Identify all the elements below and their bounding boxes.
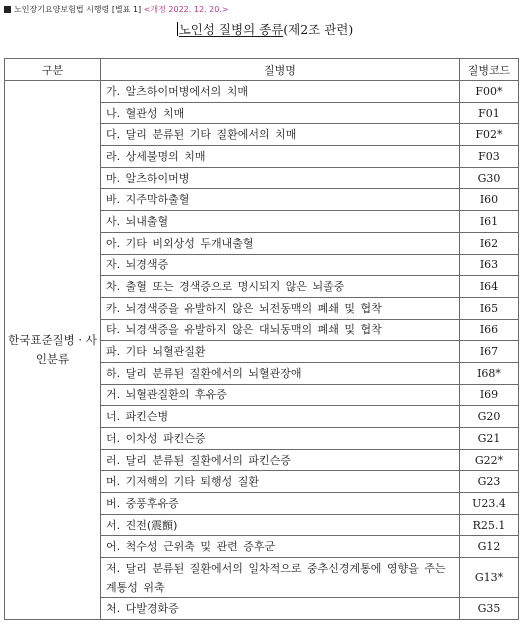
disease-name-cell: 마. 알츠하이머병 [101, 167, 460, 189]
disease-name-cell: 어. 척수성 근위축 및 관련 증후군 [101, 536, 460, 558]
disease-code-cell: F00* [460, 81, 519, 103]
disease-name-cell: 너. 파킨슨병 [101, 406, 460, 428]
disease-name-cell: 서. 진전(震顫) [101, 514, 460, 536]
title-main: 노인성 질병의 종류 [178, 22, 284, 37]
disease-name-cell: 라. 상세불명의 치매 [101, 146, 460, 168]
disease-code-cell: G20 [460, 406, 519, 428]
square-bullet-icon [4, 6, 11, 13]
disease-name-cell: 나. 혈관성 치매 [101, 102, 460, 124]
disease-name-cell: 러. 달리 분류된 질환에서의 파킨슨증 [101, 449, 460, 471]
column-header-code: 질병코드 [460, 59, 519, 81]
disease-name-cell: 머. 기저핵의 기타 퇴행성 질환 [101, 471, 460, 493]
disease-name-cell: 다. 달리 분류된 기타 질환에서의 치매 [101, 124, 460, 146]
disease-code-cell: I68* [460, 362, 519, 384]
disease-code-cell: G22* [460, 449, 519, 471]
disease-code-cell: I60 [460, 189, 519, 211]
column-header-disease: 질병명 [101, 59, 460, 81]
disease-name-cell: 저. 달리 분류된 질환에서의 일차적으로 중추신경계통에 영향을 주는 계통성 위축 [101, 558, 460, 598]
disease-code-cell: G12 [460, 536, 519, 558]
disease-code-cell: I66 [460, 319, 519, 341]
disease-code-cell: I63 [460, 254, 519, 276]
disease-name-cell: 바. 지주막하출혈 [101, 189, 460, 211]
disease-name-cell: 사. 뇌내출혈 [101, 211, 460, 233]
disease-name-cell: 카. 뇌경색증을 유발하지 않은 뇌전동맥의 폐쇄 및 협착 [101, 297, 460, 319]
page-title [0, 20, 530, 40]
title-sub: (제2조 관련) [283, 22, 354, 37]
disease-code-cell: G35 [460, 598, 519, 620]
text-cursor [177, 22, 178, 36]
disease-code-cell: F02* [460, 124, 519, 146]
category-label: 한국표준질병 · 사인분류 [8, 332, 97, 366]
disease-name-cell: 자. 뇌경색증 [101, 254, 460, 276]
table-header-row [5, 59, 519, 81]
disease-name-cell: 차. 출혈 또는 경색증으로 명시되지 않은 뇌졸중 [101, 276, 460, 298]
disease-code-cell: I64 [460, 276, 519, 298]
table-row [5, 81, 519, 103]
disease-name-cell: 버. 중풍후유증 [101, 493, 460, 515]
disease-name-cell: 가. 알츠하이머병에서의 치매 [101, 81, 460, 103]
source-line [4, 4, 229, 16]
disease-code-cell: G21 [460, 428, 519, 450]
column-header-category: 구분 [5, 59, 101, 81]
disease-code-cell: I67 [460, 341, 519, 363]
disease-name-cell: 거. 뇌혈관질환의 후유증 [101, 384, 460, 406]
disease-code-cell: I69 [460, 384, 519, 406]
disease-name-cell: 파. 기타 뇌혈관질환 [101, 341, 460, 363]
disease-code-cell: I65 [460, 297, 519, 319]
disease-name-cell: 아. 기타 비외상성 두개내출혈 [101, 232, 460, 254]
disease-code-cell: U23.4 [460, 493, 519, 515]
disease-code-cell: G13* [460, 558, 519, 598]
source-text: 노인장기요양보험법 시행령 [별표 1] [14, 5, 142, 14]
category-cell [5, 81, 101, 620]
disease-name-cell: 타. 뇌경색증을 유발하지 않은 대뇌동맥의 폐쇄 및 협착 [101, 319, 460, 341]
disease-code-cell: I61 [460, 211, 519, 233]
disease-name-cell: 처. 다발경화증 [101, 598, 460, 620]
revision-date: <개정 2022. 12. 20.> [143, 5, 229, 14]
disease-table [4, 58, 519, 620]
disease-name-cell: 더. 이차성 파킨슨증 [101, 428, 460, 450]
disease-code-cell: F01 [460, 102, 519, 124]
disease-code-cell: G30 [460, 167, 519, 189]
disease-code-cell: R25.1 [460, 514, 519, 536]
disease-code-cell: F03 [460, 146, 519, 168]
disease-name-cell: 하. 달리 분류된 질환에서의 뇌혈관장애 [101, 362, 460, 384]
disease-code-cell: G23 [460, 471, 519, 493]
disease-code-cell: I62 [460, 232, 519, 254]
